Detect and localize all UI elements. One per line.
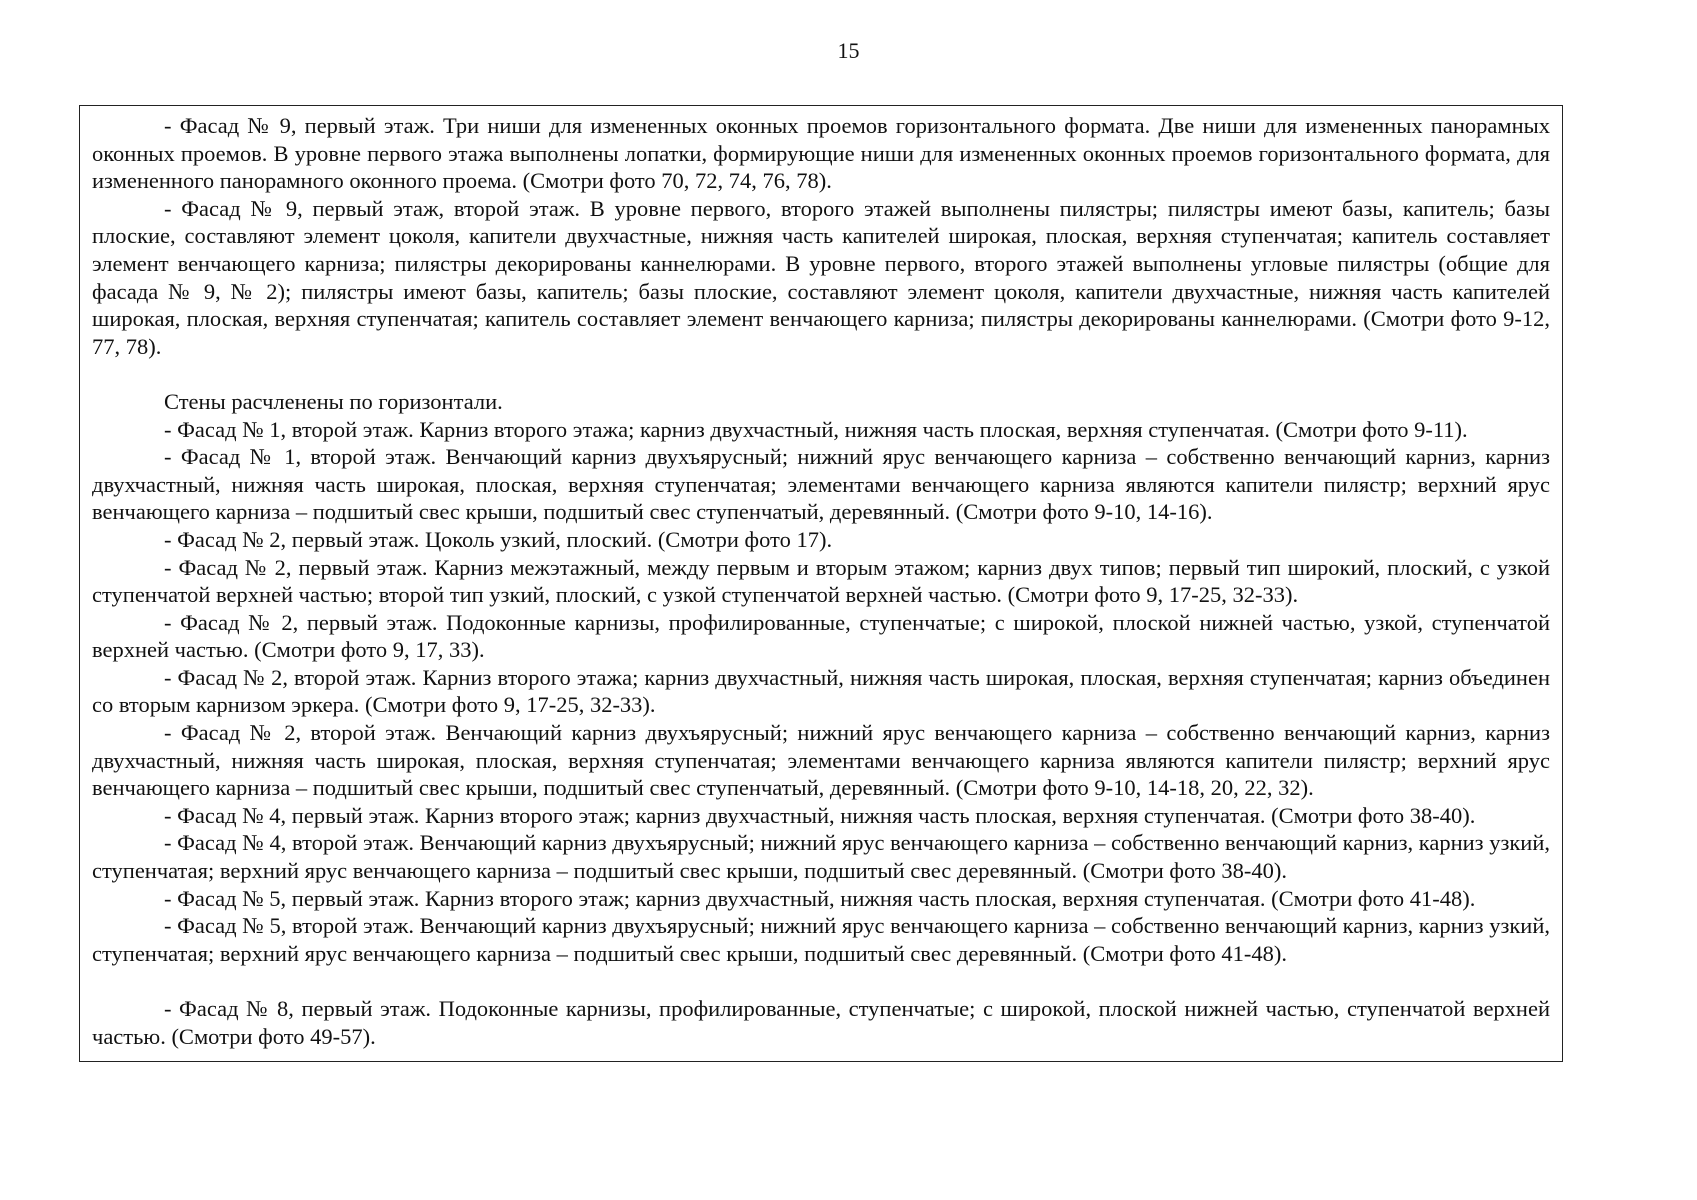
paragraph-facade-8-sill-cornices: - Фасад № 8, первый этаж. Подоконные карнизы, профилированные, ступенчатые; с широкой, плоской нижней частью, ступенчатой верхней частью. (Смотри фото 49-57). xyxy=(92,996,1550,1049)
paragraph-facade-2-plinth: - Фасад № 2, первый этаж. Цоколь узкий, плоский. (Смотри фото 17). xyxy=(164,526,833,552)
paragraph-facade-2-sill-cornices: - Фасад № 2, первый этаж. Подоконные карнизы, профилированные, ступенчатые; с широкой, плоской нижней частью, узкой, ступенчатой верхней частью. (Смотри фото 9, 17, 33). xyxy=(92,609,1550,663)
blank-line xyxy=(92,967,1550,995)
paragraph-facade-2-interfloor-cornice: - Фасад № 2, первый этаж. Карниз межэтажный, между первым и вторым этажом; карниз двух типов; первый тип широкий, плоский, с узкой ступенчатой верхней частью; второй тип узкий, плоский, с узкой ступенчатой верхней частью. (Смотри фото 9, 17-25, 32-33). xyxy=(92,554,1550,608)
paragraph-facade-5-crowning-cornice: - Фасад № 5, второй этаж. Венчающий карниз двухъярусный; нижний ярус венчающего карниза – собственно венчающий карниз, карниз узкий, ступенчатая; верхний ярус венчающего карниза – подшитый свес крыши, подшитый свес деревянный. (Смотри фото 41-48). xyxy=(92,913,1550,966)
paragraph-facade-1-crowning-cornice: - Фасад № 1, второй этаж. Венчающий карниз двухъярусный; нижний ярус венчающего карниза – собственно венчающий карниз, карниз двухчастный, нижняя часть широкая, плоская, верхняя ступенчатая; элементами венчающего карниза являются капители пилястр; верхний ярус венчающего карниза – подшитый свес крыши, подшитый свес ступенчатый, деревянный. (Смотри фото 9-10, 14-16). xyxy=(92,444,1550,525)
content-frame xyxy=(79,105,1563,1062)
paragraph-facade-9-pilasters: - Фасад № 9, первый этаж, второй этаж. В уровне первого, второго этажей выполнены пилястры; пилястры имеют базы, капитель; базы плоские, составляют элемент цоколя, капители двухчастные, нижняя часть капителей широкая, плоская, верхняя ступенчатая; капитель составляет элемент венчающего карниза; пилястры декорированы каннелюрами. В уровне первого, второго этажей выполнены угловые пилястры (общие для фасада № 9, № 2); пилястры имеют базы, капитель; базы плоские, составляют элемент цоколя, капители двухчастные, нижняя часть капителей широкая, плоская, верхняя ступенчатая; капитель составляет элемент венчающего карниза; пилястры декорированы каннелюрами. (Смотри фото 9-12, 77, 78). xyxy=(92,195,1550,359)
paragraph-facade-2-second-floor-cornice: - Фасад № 2, второй этаж. Карниз второго этажа; карниз двухчастный, нижняя часть широкая, плоская, верхняя ступенчатая; карниз объединен со вторым карнизом эркера. (Смотри фото 9, 17-25, 32-33). xyxy=(92,664,1550,718)
paragraph-facade-4-cornice: - Фасад № 4, первый этаж. Карниз второго этаж; карниз двухчастный, нижняя часть плоская, верхняя ступенчатая. (Смотри фото 38-40). xyxy=(164,802,1476,828)
paragraph-facade-4-crowning-cornice: - Фасад № 4, второй этаж. Венчающий карниз двухъярусный; нижний ярус венчающего карниза – собственно венчающий карниз, карниз узкий, ступенчатая; верхний ярус венчающего карниза – подшитый свес крыши, подшитый свес деревянный. (Смотри фото 38-40). xyxy=(92,830,1550,884)
paragraph-facade-5-cornice: - Фасад № 5, первый этаж. Карниз второго этаж; карниз двухчастный, нижняя часть плоская, верхняя ступенчатая. (Смотри фото 41-48). xyxy=(164,885,1476,911)
paragraph-facade-1-cornice: - Фасад № 1, второй этаж. Карниз второго этажа; карниз двухчастный, нижняя часть плоская, верхняя ступенчатая. (Смотри фото 9-11). xyxy=(164,416,1468,442)
paragraph-horizontal-division-heading: Стены расчленены по горизонтали. xyxy=(164,388,503,414)
page-number: 15 xyxy=(837,38,860,63)
paragraph-facade-2-crowning-cornice: - Фасад № 2, второй этаж. Венчающий карниз двухъярусный; нижний ярус венчающего карниза – собственно венчающий карниз, карниз двухчастный, нижняя часть широкая, плоская, верхняя ступенчатая; элементами венчающего карниза являются капители пилястр; верхний ярус венчающего карниза – подшитый свес крыши, подшитый свес ступенчатый, деревянный. (Смотри фото 9-10, 14-18, 20, 22, 32). xyxy=(92,720,1550,801)
blank-line xyxy=(92,360,1550,388)
paragraph-facade-9-first-floor-niches: - Фасад № 9, первый этаж. Три ниши для измененных оконных проемов горизонтального формата. Две ниши для измененных панорамных оконных проемов. В уровне первого этажа выполнены лопатки, формирующие ниши для измененных оконных проемов горизонтального формата, для измененного панорамного оконного проема. (Смотри фото 70, 72, 74, 76, 78). xyxy=(92,113,1550,194)
